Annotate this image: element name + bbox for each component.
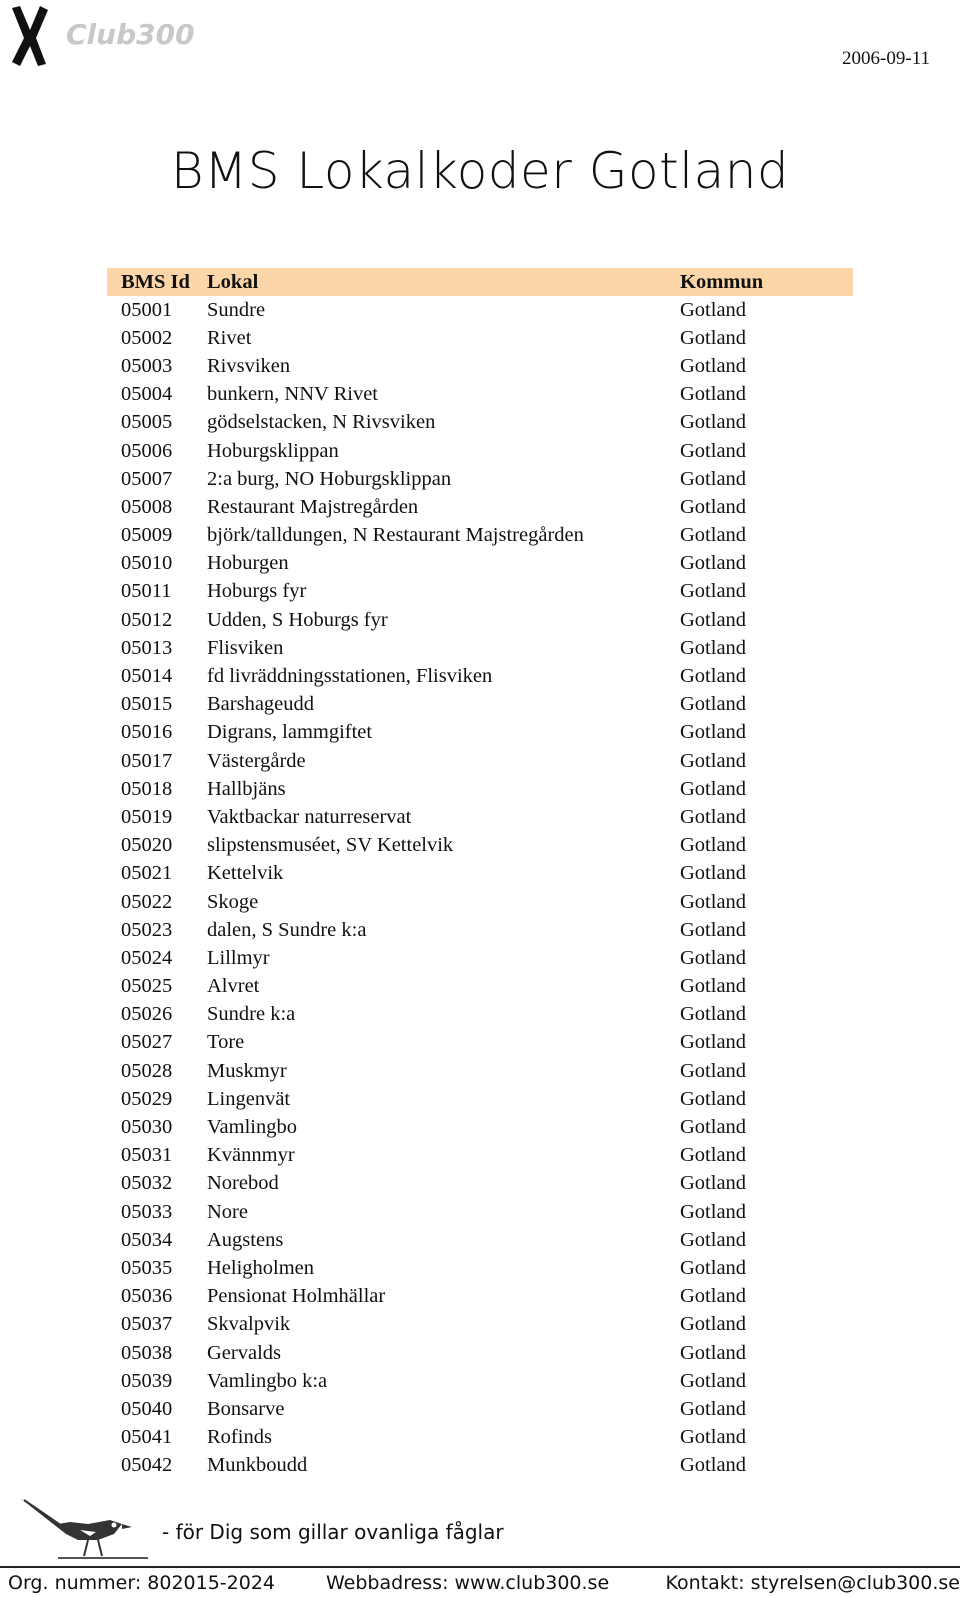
cell-kommun: Gotland [680,1003,747,1026]
bird-icon [18,1494,158,1569]
cell-kommun: Gotland [680,354,747,377]
table-row [107,916,853,944]
table-body [107,296,853,1480]
cell-lokal: Bonsarve [207,1397,285,1420]
cell-lokal: Lillmyr [207,946,270,969]
table-row [107,1226,853,1254]
cell-bms-id: 05004 [121,383,173,406]
table-row [107,1057,853,1085]
cell-kommun: Gotland [680,636,747,659]
cell-kommun: Gotland [680,495,747,518]
cell-lokal: Rivet [207,326,252,349]
cell-bms-id: 05040 [121,1397,173,1420]
cell-bms-id: 05030 [121,1116,173,1139]
cell-lokal: Munkboudd [207,1454,308,1477]
cell-bms-id: 05002 [121,326,173,349]
cell-lokal: Hallbjäns [207,777,286,800]
contact-email: Kontakt: styrelsen@club300.se [665,1572,960,1594]
cell-lokal: Kvännmyr [207,1144,295,1167]
cell-lokal: Tore [207,1031,245,1054]
cell-bms-id: 05015 [121,693,173,716]
cell-lokal: Alvret [207,975,260,998]
cell-bms-id: 05021 [121,862,173,885]
cell-lokal: Hoburgen [207,552,289,575]
cell-kommun: Gotland [680,918,747,941]
cell-bms-id: 05039 [121,1369,173,1392]
table-row [107,747,853,775]
cell-kommun: Gotland [680,749,747,772]
table-row [107,1395,853,1423]
cell-kommun: Gotland [680,1426,747,1449]
table-header-row [107,268,853,296]
cell-lokal: bunkern, NNV Rivet [207,383,379,406]
table-row [107,860,853,888]
cell-lokal: Heligholmen [207,1256,315,1279]
cell-bms-id: 05029 [121,1087,173,1110]
cell-bms-id: 05003 [121,354,173,377]
cell-bms-id: 05006 [121,439,173,462]
cell-lokal: Restaurant Majstregården [207,495,419,518]
table-row [107,437,853,465]
cell-lokal: Kettelvik [207,862,284,885]
table-row [107,944,853,972]
cell-bms-id: 05042 [121,1454,173,1477]
table-row [107,465,853,493]
cell-bms-id: 05019 [121,805,173,828]
table-row [107,634,853,662]
cell-kommun: Gotland [680,777,747,800]
x-mark-icon [6,4,56,68]
cell-bms-id: 05011 [121,580,172,603]
header-bms-id: BMS Id [107,268,207,296]
cell-lokal: Vamlingbo [207,1116,297,1139]
cell-kommun: Gotland [680,1172,747,1195]
cell-kommun: Gotland [680,411,747,434]
cell-kommun: Gotland [680,946,747,969]
cell-bms-id: 05001 [121,298,173,321]
cell-bms-id: 05035 [121,1256,173,1279]
cell-lokal: Flisviken [207,636,284,659]
cell-kommun: Gotland [680,1116,747,1139]
cell-kommun: Gotland [680,665,747,688]
table-row [107,803,853,831]
table-row [107,522,853,550]
cell-lokal: Västergårde [207,749,306,772]
cell-bms-id: 05026 [121,1003,173,1026]
cell-lokal: Sundre [207,298,266,321]
table-row [107,324,853,352]
table-row [107,1424,853,1452]
cell-kommun: Gotland [680,1059,747,1082]
table-row [107,1113,853,1141]
cell-lokal: Skvalpvik [207,1313,291,1336]
table-row [107,578,853,606]
cell-bms-id: 05041 [121,1426,173,1449]
cell-lokal: Rofinds [207,1426,272,1449]
cell-kommun: Gotland [680,1228,747,1251]
table-row [107,832,853,860]
cell-bms-id: 05034 [121,1228,173,1251]
cell-lokal: gödselstacken, N Rivsviken [207,411,436,434]
cell-lokal: Hoburgsklippan [207,439,339,462]
table-row [107,296,853,324]
table-row [107,493,853,521]
table-row [107,1339,853,1367]
table-row [107,775,853,803]
cell-bms-id: 05017 [121,749,173,772]
cell-bms-id: 05012 [121,608,173,631]
document-date: 2006-09-11 [842,48,930,69]
cell-lokal: Vamlingbo k:a [207,1369,328,1392]
cell-kommun: Gotland [680,552,747,575]
cell-kommun: Gotland [680,975,747,998]
cell-bms-id: 05010 [121,552,173,575]
table-row [107,550,853,578]
cell-bms-id: 05033 [121,1200,173,1223]
table-row [107,409,853,437]
table-row [107,606,853,634]
cell-bms-id: 05022 [121,890,173,913]
cell-lokal: Lingenvät [207,1087,291,1110]
cell-kommun: Gotland [680,862,747,885]
table-row [107,1085,853,1113]
header-kommun: Kommun [680,268,853,296]
footer [8,1572,960,1596]
cell-lokal: Hoburgs fyr [207,580,307,603]
cell-bms-id: 05037 [121,1313,173,1336]
cell-bms-id: 05013 [121,636,173,659]
cell-kommun: Gotland [680,298,747,321]
cell-lokal: Nore [207,1200,248,1223]
table-row [107,1170,853,1198]
cell-kommun: Gotland [680,1144,747,1167]
cell-lokal: Barshageudd [207,693,315,716]
cell-kommun: Gotland [680,721,747,744]
cell-lokal: Muskmyr [207,1059,287,1082]
cell-bms-id: 05009 [121,524,173,547]
cell-lokal: björk/talldungen, N Restaurant Majstregården [207,524,584,547]
cell-lokal: 2:a burg, NO Hoburgsklippan [207,467,452,490]
cell-lokal: Augstens [207,1228,284,1251]
cell-kommun: Gotland [680,580,747,603]
cell-lokal: Udden, S Hoburgs fyr [207,608,388,631]
cell-kommun: Gotland [680,467,747,490]
table-row [107,1198,853,1226]
cell-lokal: dalen, S Sundre k:a [207,918,367,941]
cell-bms-id: 05016 [121,721,173,744]
cell-kommun: Gotland [680,1397,747,1420]
cell-kommun: Gotland [680,1369,747,1392]
cell-bms-id: 05023 [121,918,173,941]
cell-lokal: slipstensmuséet, SV Kettelvik [207,834,454,857]
table-row [107,1142,853,1170]
cell-lokal: Norebod [207,1172,279,1195]
cell-bms-id: 05007 [121,467,173,490]
cell-bms-id: 05032 [121,1172,173,1195]
cell-bms-id: 05024 [121,946,173,969]
cell-kommun: Gotland [680,1087,747,1110]
location-codes-table [107,268,853,1480]
cell-kommun: Gotland [680,326,747,349]
cell-lokal: Gervalds [207,1341,282,1364]
cell-kommun: Gotland [680,608,747,631]
table-row [107,381,853,409]
cell-bms-id: 05005 [121,411,173,434]
tagline: - för Dig som gillar ovanliga fåglar [162,1520,504,1544]
cell-bms-id: 05038 [121,1341,173,1364]
table-row [107,1367,853,1395]
table-row [107,1254,853,1282]
cell-lokal: Pensionat Holmhällar [207,1285,386,1308]
table-row [107,1001,853,1029]
cell-kommun: Gotland [680,1313,747,1336]
cell-lokal: Rivsviken [207,354,291,377]
cell-kommun: Gotland [680,1285,747,1308]
table-row [107,662,853,690]
cell-lokal: Sundre k:a [207,1003,296,1026]
cell-bms-id: 05020 [121,834,173,857]
table-row [107,888,853,916]
cell-kommun: Gotland [680,834,747,857]
footer-divider [0,1566,960,1568]
cell-bms-id: 05031 [121,1144,173,1167]
cell-bms-id: 05014 [121,665,173,688]
table-row [107,973,853,1001]
cell-kommun: Gotland [680,1200,747,1223]
cell-bms-id: 05028 [121,1059,173,1082]
cell-bms-id: 05008 [121,495,173,518]
cell-kommun: Gotland [680,383,747,406]
cell-kommun: Gotland [680,1256,747,1279]
table-row [107,352,853,380]
cell-bms-id: 05018 [121,777,173,800]
cell-kommun: Gotland [680,1454,747,1477]
cell-lokal: fd livräddningsstationen, Flisviken [207,665,493,688]
club300-logo [6,4,206,68]
table-row [107,1311,853,1339]
cell-kommun: Gotland [680,1341,747,1364]
cell-kommun: Gotland [680,693,747,716]
cell-bms-id: 05025 [121,975,173,998]
cell-kommun: Gotland [680,805,747,828]
cell-kommun: Gotland [680,524,747,547]
table-row [107,691,853,719]
cell-bms-id: 05027 [121,1031,173,1054]
cell-kommun: Gotland [680,890,747,913]
logo-text: Club300 [66,18,195,51]
table-row [107,1452,853,1480]
table-row [107,719,853,747]
org-number: Org. nummer: 802015-2024 [8,1572,276,1594]
cell-lokal: Vaktbackar naturreservat [207,805,412,828]
cell-kommun: Gotland [680,439,747,462]
table-row [107,1029,853,1057]
cell-kommun: Gotland [680,1031,747,1054]
page-title: BMS Lokalkoder Gotland [170,142,790,200]
cell-lokal: Skoge [207,890,259,913]
cell-lokal: Digrans, lammgiftet [207,721,373,744]
web-address: Webbadress: www.club300.se [326,1572,610,1594]
cell-bms-id: 05036 [121,1285,173,1308]
table-row [107,1283,853,1311]
header-lokal: Lokal [207,268,680,296]
